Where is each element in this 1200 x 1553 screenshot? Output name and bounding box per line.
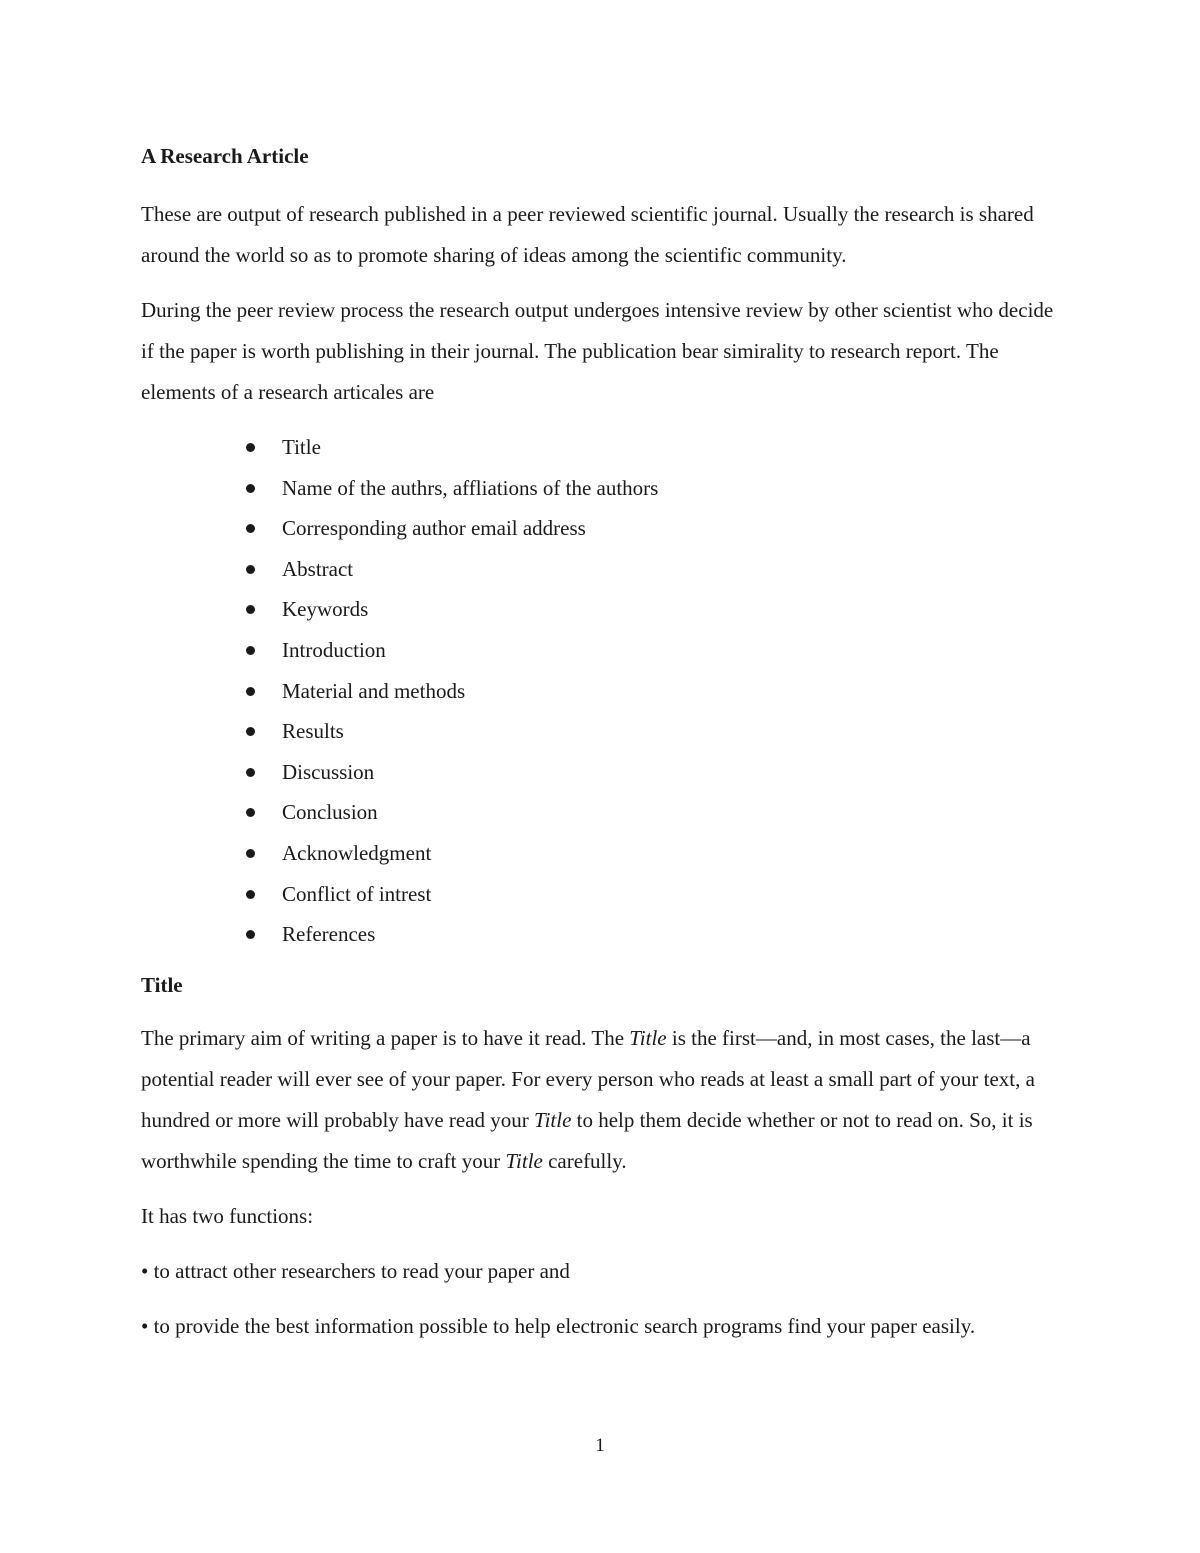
list-item-label: Discussion [282, 759, 375, 784]
paragraph-text: The primary aim of writing a paper is to have it read. The [141, 1025, 630, 1050]
list-item-label: Introduction [282, 637, 386, 662]
list-item [241, 589, 1061, 630]
paragraph-text: carefully. [542, 1148, 627, 1173]
list-item-label: References [282, 922, 376, 947]
list-item-label: Material and methods [282, 678, 466, 703]
list-item-label: Conclusion [282, 800, 378, 825]
emphasis-title: Title [629, 1025, 667, 1050]
list-item-label: Results [282, 719, 344, 744]
list-item-label: Conflict of intrest [282, 881, 432, 906]
title-section-heading: Title [141, 972, 183, 997]
list-item [241, 711, 1061, 752]
list-item [241, 630, 1061, 671]
functions-intro: It has two functions: [141, 1203, 314, 1228]
bullet-icon [246, 646, 255, 655]
function-item-2: • to provide the best information possible to help electronic search programs find your paper easily. [141, 1313, 976, 1338]
emphasis-title: Title [505, 1148, 543, 1173]
list-item [241, 914, 1061, 955]
bullet-icon [246, 443, 255, 452]
bullet-icon [246, 484, 255, 493]
bullet-icon [246, 930, 255, 939]
list-item [241, 833, 1061, 874]
paragraph-text: to help them decide whether or not to read on. So, it is worthwhile spending the time to craft your [141, 1107, 1033, 1173]
bullet-icon [246, 605, 255, 614]
intro-paragraph: These are output of research published in a peer reviewed scientific journal. Usually the research is shared around the world so as to promote sharing of ideas among the scientific community. [141, 202, 1034, 267]
bullet-icon [246, 768, 255, 777]
list-item-label: Title [282, 435, 321, 459]
list-item [241, 549, 1061, 590]
list-item [241, 427, 1061, 468]
bullet-icon [246, 687, 255, 696]
list-item-label: Name of the authrs, affliations of the authors [282, 475, 659, 500]
list-item-label: Corresponding author email address [282, 516, 586, 541]
page-number: 1 [595, 1435, 605, 1456]
bullet-icon [246, 524, 255, 533]
article-heading: A Research Article [141, 144, 309, 168]
emphasis-title: Title [534, 1107, 572, 1132]
list-item [241, 752, 1061, 793]
list-item-label: Keywords [282, 597, 369, 622]
function-item-1: • to attract other researchers to read your paper and [141, 1258, 570, 1283]
bullet-icon [246, 727, 255, 736]
title-section-paragraph [141, 1018, 1061, 1182]
paragraph-text: is the first—and, in most cases, the last—a potential reader will ever see of your paper. For every person who reads at least a small part of your text, a hundred or more will probably have read your [141, 1025, 1035, 1132]
bullet-icon [246, 849, 255, 858]
list-item [241, 792, 1061, 833]
list-item [241, 671, 1061, 712]
list-item-label: Abstract [282, 556, 354, 581]
page-content [141, 138, 1061, 1361]
article-elements-list [141, 427, 1061, 955]
list-item-label: Acknowledgment [282, 840, 432, 865]
bullet-icon [246, 565, 255, 574]
peer-review-paragraph: During the peer review process the research output undergoes intensive review by other scientist who decide if the paper is worth publishing in their journal. The publication bear simirality to research report. The elements of a research articales are [141, 298, 1054, 404]
bullet-icon [246, 808, 255, 817]
list-item [241, 874, 1061, 915]
list-item [241, 508, 1061, 549]
bullet-icon [246, 890, 255, 899]
list-item [241, 468, 1061, 509]
